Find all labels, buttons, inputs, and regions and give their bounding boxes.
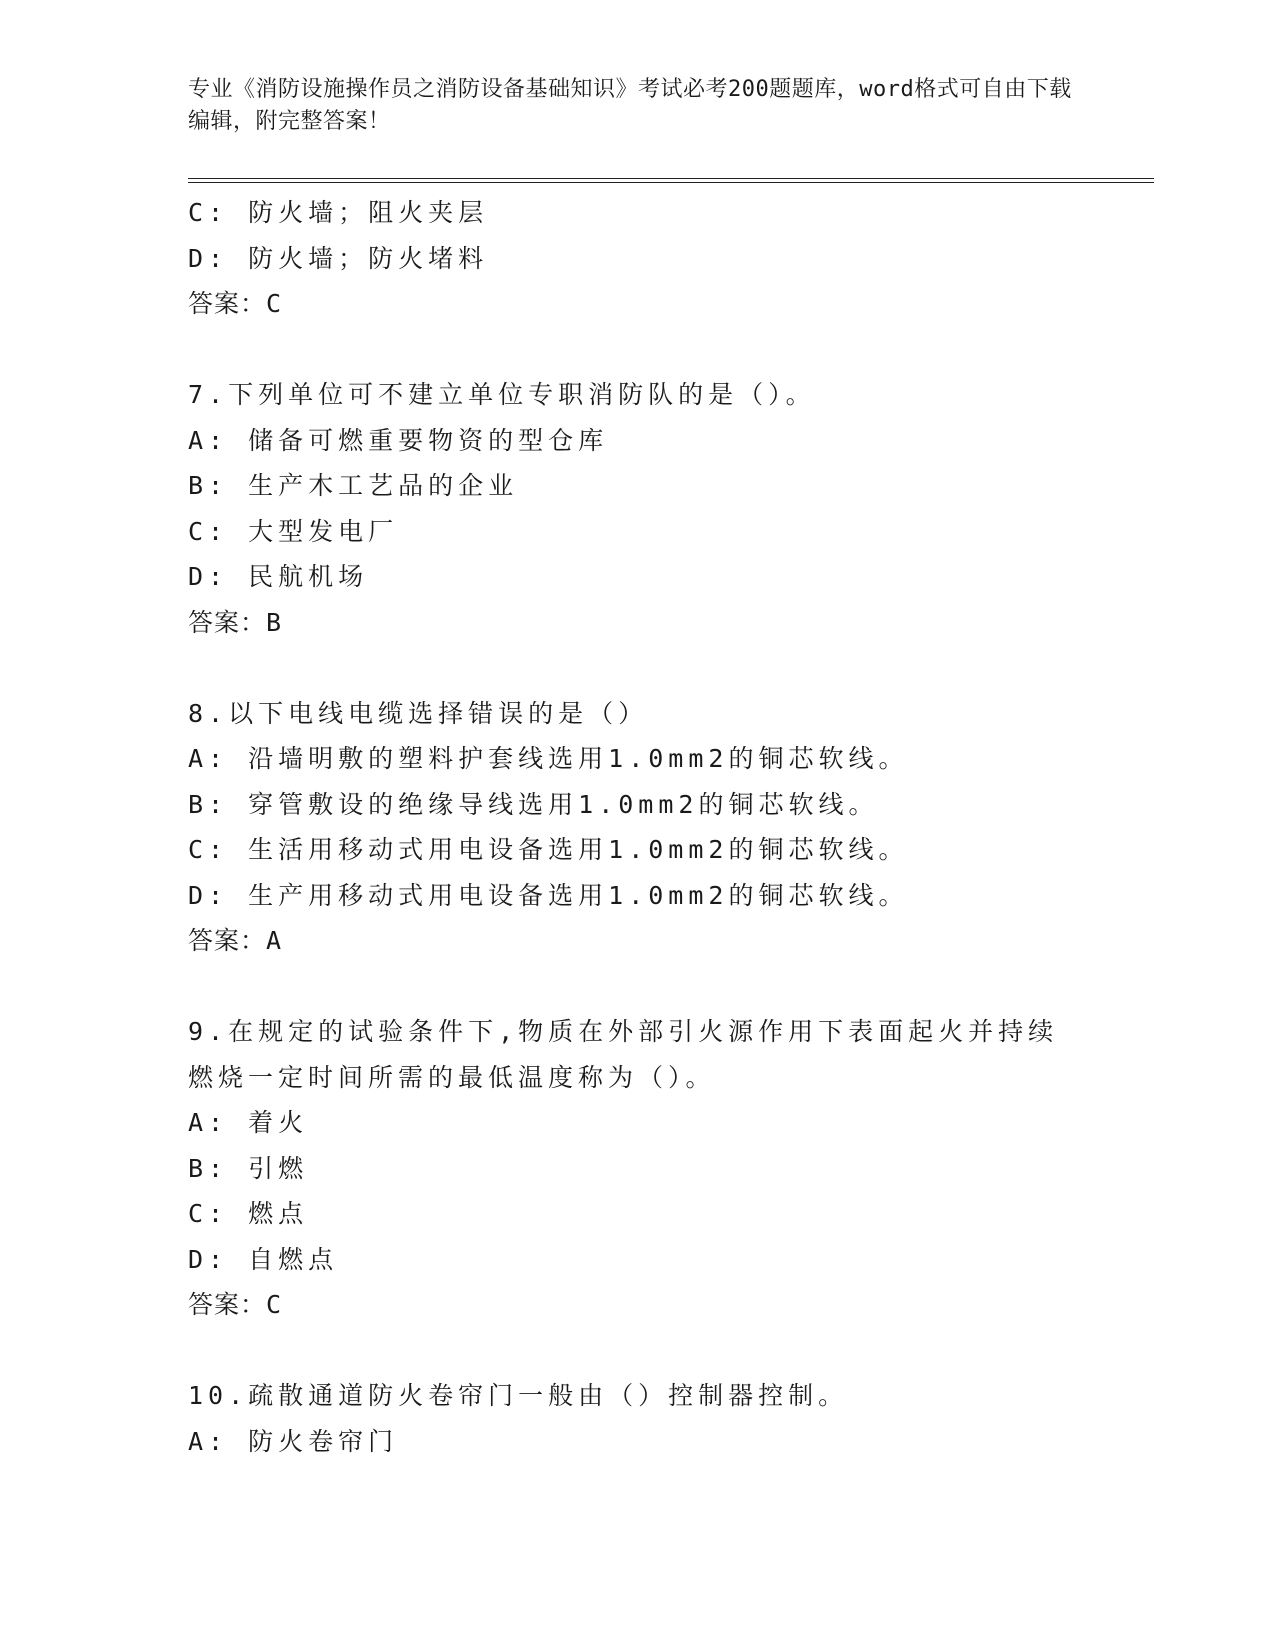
document-header (188, 74, 1088, 138)
option: D: 生产用移动式用电设备选用1.0mm2的铜芯软线。 (188, 880, 909, 910)
question-block (188, 372, 1088, 645)
option: C: 大型发电厂 (188, 516, 399, 546)
question-block (188, 1009, 1088, 1328)
question-stem: 9.在规定的试验条件下,物质在外部引火源作用下表面起火并持续燃烧一定时间所需的最低温度称为（）。 (188, 1017, 1059, 1092)
header-divider (188, 178, 1154, 183)
answer: 答案：C (188, 289, 283, 318)
answer: 答案：A (188, 926, 283, 955)
option: B: 生产木工艺品的企业 (188, 471, 519, 500)
answer: 答案：B (188, 607, 283, 637)
question-stem: 8.以下电线电缆选择错误的是（） (188, 698, 649, 728)
option: A: 储备可燃重要物资的型仓库 (188, 425, 609, 455)
question-block (188, 1373, 1088, 1464)
question-block (188, 691, 1088, 964)
question-list (188, 190, 1088, 1464)
option: A: 沿墙明敷的塑料护套线选用1.0mm2的铜芯软线。 (188, 744, 909, 773)
option: C: 生活用移动式用电设备选用1.0mm2的铜芯软线。 (188, 835, 909, 864)
option: D: 自燃点 (188, 1244, 339, 1274)
option: D: 民航机场 (188, 562, 369, 591)
option: C: 燃点 (188, 1199, 309, 1228)
question-block (188, 190, 1088, 327)
option: C: 防火墙；阻火夹层 (188, 198, 489, 227)
header-text: 专业《消防设施操作员之消防设备基础知识》考试必考200题题库，word格式可自由下载编辑，附完整答案！ (188, 77, 1072, 134)
question-stem: 7.下列单位可不建立单位专职消防队的是（）。 (188, 380, 816, 409)
option: D: 防火墙；防火堵料 (188, 243, 489, 273)
question-stem: 10.疏散通道防火卷帘门一般由（）控制器控制。 (188, 1381, 849, 1410)
answer: 答案：C (188, 1290, 283, 1319)
option: B: 穿管敷设的绝缘导线选用1.0mm2的铜芯软线。 (188, 789, 879, 819)
option: A: 着火 (188, 1108, 309, 1137)
option: A: 防火卷帘门 (188, 1426, 399, 1456)
option: B: 引燃 (188, 1153, 309, 1183)
